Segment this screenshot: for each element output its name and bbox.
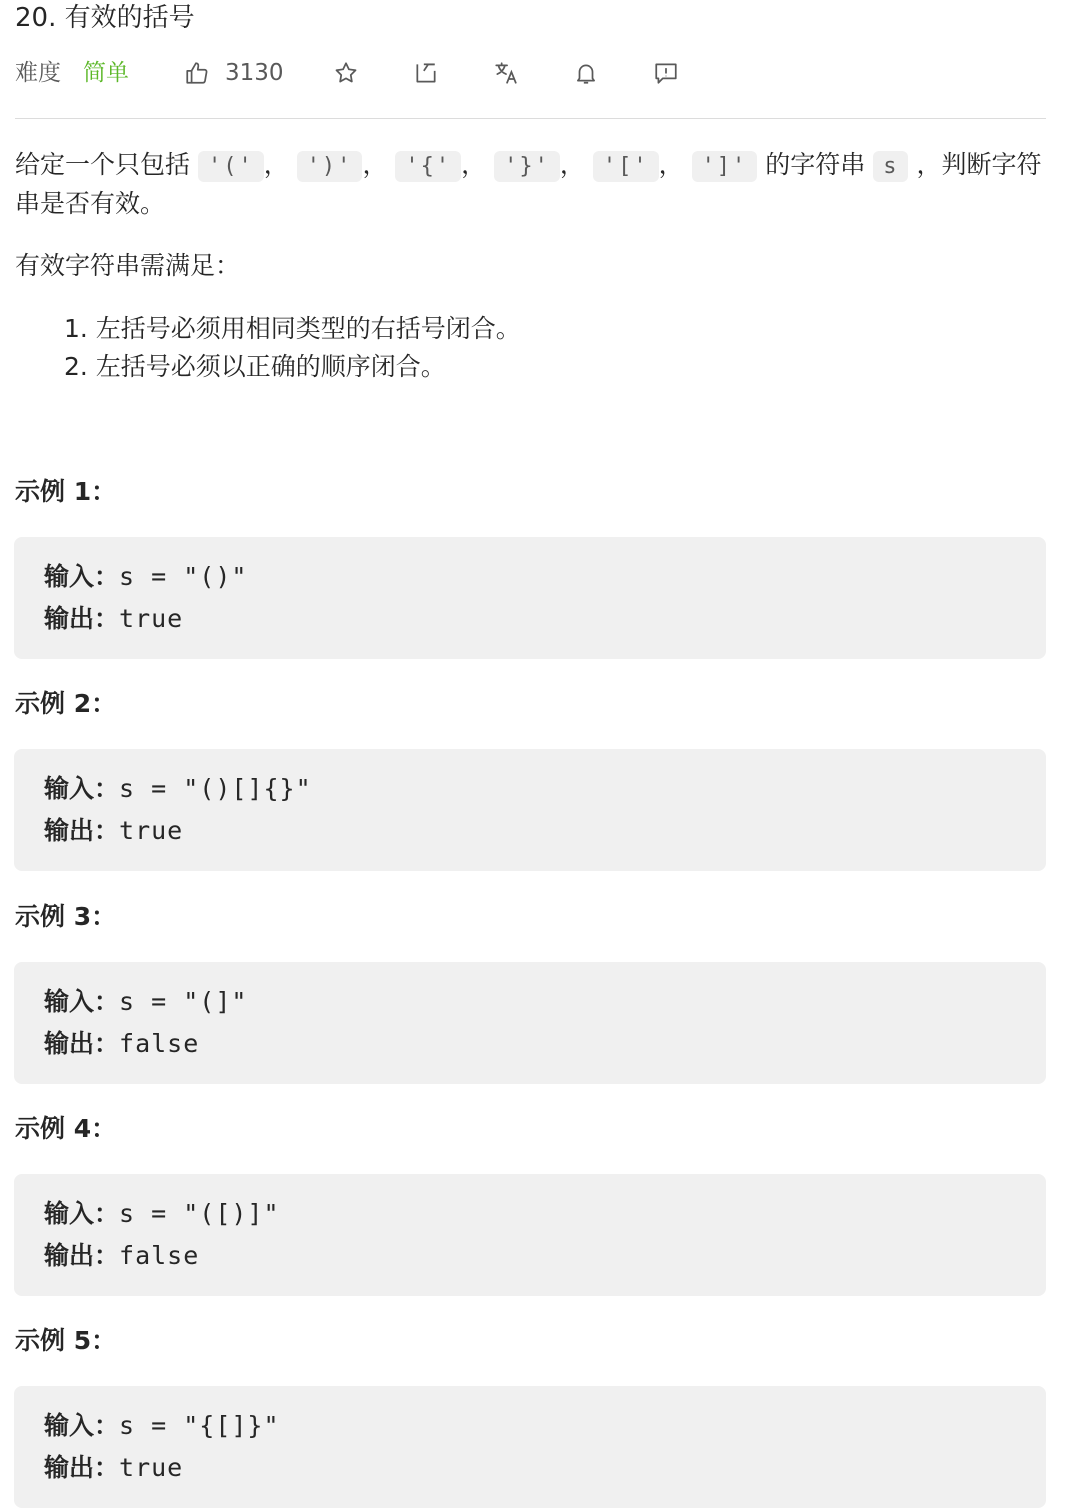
code-token: '{' <box>395 151 461 182</box>
output-label: 输出： <box>44 1453 120 1482</box>
separator: ， <box>461 150 487 179</box>
code-var: s <box>873 151 908 182</box>
example-output <box>44 1026 199 1062</box>
input-label: 输入： <box>44 1411 120 1440</box>
header-divider <box>15 118 1046 119</box>
code-token: ']' <box>692 151 758 182</box>
example-block <box>14 1174 1046 1296</box>
example-block <box>14 1386 1046 1508</box>
input-value: s = "{[]}" <box>119 1411 280 1440</box>
example-title: 示例 1： <box>15 477 117 506</box>
example-output <box>44 1238 199 1274</box>
output-value: false <box>119 1241 200 1270</box>
output-value: false <box>119 1029 200 1058</box>
bell-icon[interactable] <box>570 55 602 91</box>
difficulty-badge: 简单 <box>83 60 129 86</box>
input-label: 输入： <box>44 987 120 1016</box>
output-value: true <box>119 1453 184 1482</box>
separator: ， <box>658 150 684 179</box>
example-title: 示例 3： <box>15 902 117 931</box>
example-block <box>14 537 1046 659</box>
example-title: 示例 5： <box>15 1326 117 1355</box>
output-label: 输出： <box>44 1029 120 1058</box>
input-label: 输入： <box>44 774 120 803</box>
output-label: 输出： <box>44 1241 120 1270</box>
example-title: 示例 2： <box>15 689 117 718</box>
input-value: s = "([)]" <box>119 1199 280 1228</box>
like-button[interactable] <box>181 55 284 91</box>
problem-description <box>15 146 1050 222</box>
separator: ， <box>263 150 289 179</box>
example-input <box>44 984 247 1020</box>
output-value: true <box>119 604 184 633</box>
share-icon[interactable] <box>410 55 442 91</box>
problem-meta-bar <box>15 55 1055 91</box>
rule-item: 2. 左括号必须以正确的顺序闭合。 <box>64 352 446 381</box>
input-value: s = "(]" <box>119 987 248 1016</box>
example-input <box>44 1408 280 1444</box>
input-value: s = "()[]{}" <box>119 774 312 803</box>
example-input <box>44 1196 280 1232</box>
code-token: '[' <box>593 151 659 182</box>
example-title: 示例 4： <box>15 1114 117 1143</box>
star-icon[interactable] <box>330 55 362 91</box>
like-count: 3130 <box>225 60 284 86</box>
code-token: '(' <box>198 151 264 182</box>
thumb-up-icon <box>181 60 213 86</box>
translate-icon[interactable] <box>490 55 522 91</box>
description-text: 给定一个只包括 <box>15 150 191 179</box>
example-input <box>44 771 312 807</box>
code-token: ')' <box>297 151 363 182</box>
feedback-icon[interactable] <box>650 55 682 91</box>
input-value: s = "()" <box>119 562 248 591</box>
example-input <box>44 559 247 595</box>
example-block <box>14 749 1046 871</box>
example-block <box>14 962 1046 1084</box>
input-label: 输入： <box>44 1199 120 1228</box>
output-label: 输出： <box>44 604 120 633</box>
separator: ， <box>362 150 388 179</box>
requirement-heading: 有效字符串需满足： <box>15 251 241 280</box>
example-output <box>44 1450 183 1486</box>
output-value: true <box>119 816 184 845</box>
problem-title: 20. 有效的括号 <box>15 3 195 33</box>
example-output <box>44 813 183 849</box>
separator: ， <box>559 150 585 179</box>
code-token: '}' <box>494 151 560 182</box>
example-output <box>44 601 183 637</box>
rule-item: 1. 左括号必须用相同类型的右括号闭合。 <box>64 314 521 343</box>
rules-list <box>64 310 521 386</box>
output-label: 输出： <box>44 816 120 845</box>
description-text: ，判断字符串是否有效。 <box>15 150 1042 218</box>
description-text: 的字符串 <box>765 150 866 179</box>
input-label: 输入： <box>44 562 120 591</box>
difficulty-label: 难度 <box>15 60 61 86</box>
